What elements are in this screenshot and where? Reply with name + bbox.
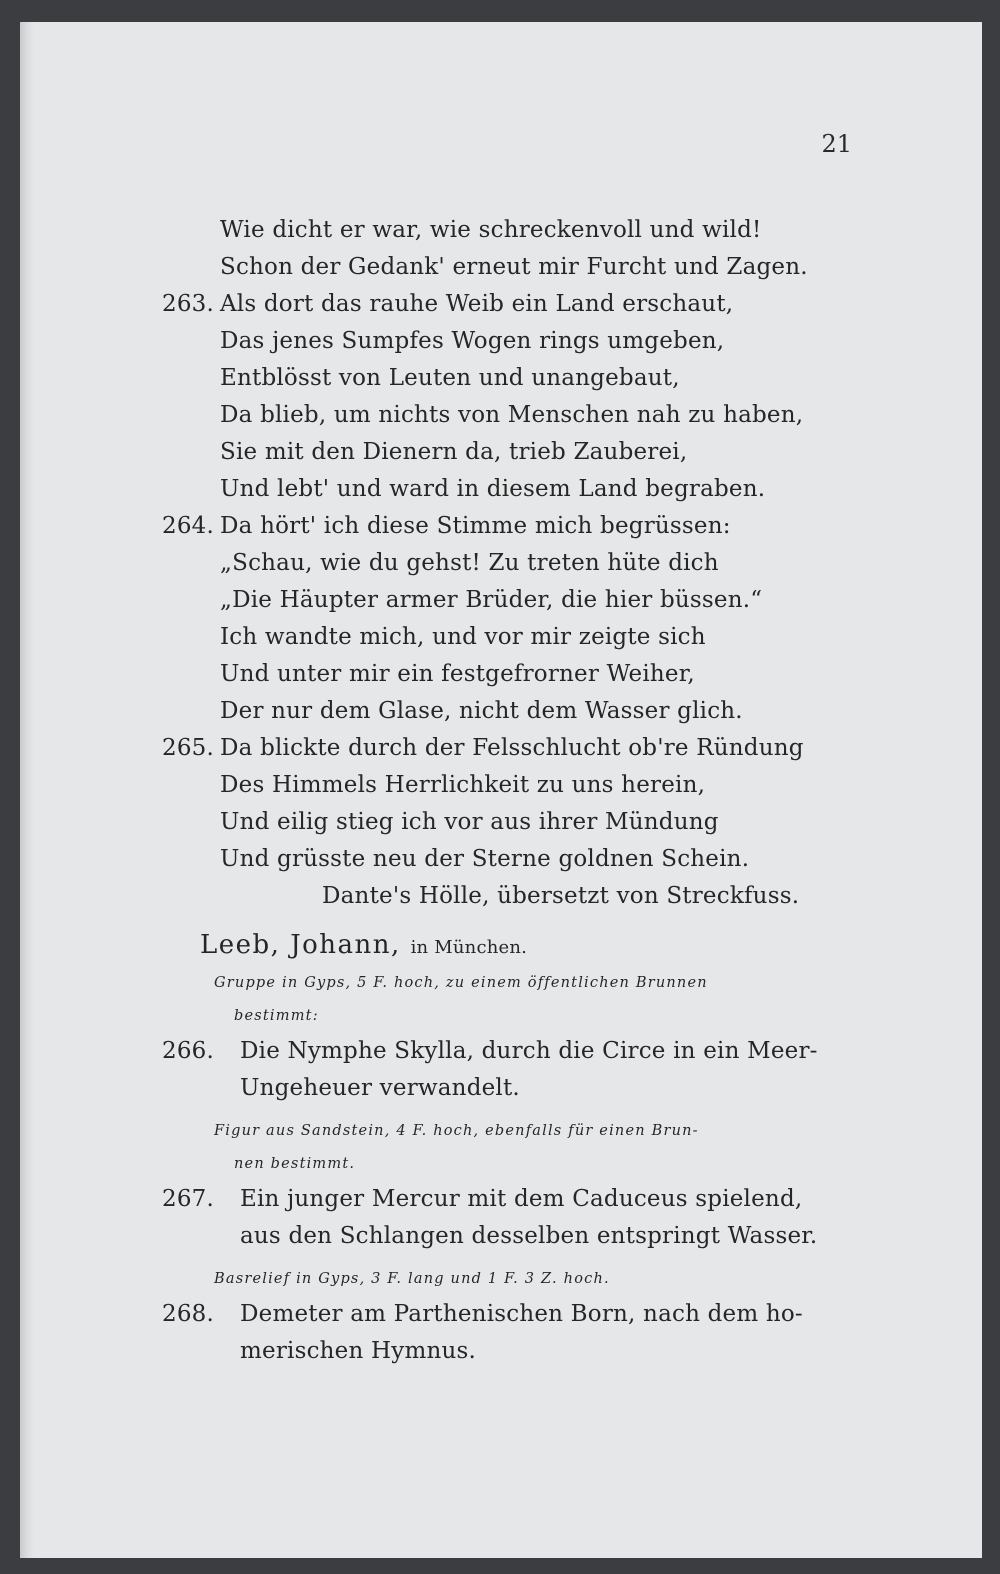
poem-credit-text: Dante's Hölle, übersetzt von Streckfuss. <box>322 883 800 909</box>
poem-line-text: Schon der Gedank' erneut mir Furcht und Zagen. <box>220 254 808 280</box>
poem-line <box>162 767 862 804</box>
entry-line <box>162 1181 862 1218</box>
poem-line-text: Als dort das rauhe Weib ein Land erschaut, <box>220 291 734 317</box>
poem-line <box>162 471 862 508</box>
entry-line-text: Demeter am Parthenischen Born, nach dem ho- <box>240 1301 803 1327</box>
poem-line <box>162 508 862 545</box>
entry-note-text: Basrelief in Gyps, 3 F. lang und 1 F. 3 Z. hoch. <box>214 1271 610 1287</box>
entry-number: 268. <box>162 1301 215 1327</box>
poem-line-text: Da blickte durch der Felsschlucht ob're Ründung <box>220 735 804 761</box>
entry-line-text: Ungeheuer verwandelt. <box>240 1075 520 1101</box>
verse-number: 263. <box>162 291 215 317</box>
entry-note <box>162 967 862 1000</box>
entry-spacing <box>162 1255 862 1263</box>
entry-note <box>162 1115 862 1148</box>
artist-location: in München. <box>410 937 528 958</box>
poem-line-text: Das jenes Sumpfes Wogen rings umgeben, <box>220 328 725 354</box>
poem-line-text: Da blieb, um nichts von Menschen nah zu haben, <box>220 402 804 428</box>
poem-line <box>162 434 862 471</box>
entry-note-text: bestimmt: <box>234 1008 319 1024</box>
poem-line-text: Wie dicht er war, wie schreckenvoll und wild! <box>220 217 762 243</box>
poem-line <box>162 323 862 360</box>
poem-line <box>162 730 862 767</box>
poem-line-text: Sie mit den Dienern da, trieb Zauberei, <box>220 439 688 465</box>
poem-line <box>162 656 862 693</box>
text-block <box>162 212 862 1378</box>
entry-line <box>162 1296 862 1333</box>
entry-line <box>162 1070 862 1107</box>
book-page <box>20 22 982 1558</box>
poem-line <box>162 693 862 730</box>
entry-line-text: Ein junger Mercur mit dem Caduceus spielend, <box>240 1186 803 1212</box>
poem-line-text: „Schau, wie du gehst! Zu treten hüte dich <box>220 550 719 576</box>
entry-spacing <box>162 1370 862 1378</box>
poem-line <box>162 397 862 434</box>
catalogue-entries <box>162 967 862 1378</box>
poem-line <box>162 804 862 841</box>
entry-note <box>162 1263 862 1296</box>
poem-line-text: Da hört' ich diese Stimme mich begrüssen: <box>220 513 731 539</box>
poem-line-text: Und unter mir ein festgefrorner Weiher, <box>220 661 695 687</box>
poem-line-text: Und eilig stieg ich vor aus ihrer Mündung <box>220 809 719 835</box>
entry-note-text: Figur aus Sandstein, 4 F. hoch, ebenfalls für einen Brun- <box>214 1123 699 1139</box>
verse-number: 265. <box>162 735 215 761</box>
catalogue-entry <box>162 1115 862 1263</box>
catalogue-entry <box>162 967 862 1115</box>
poem-line-text: Des Himmels Herrlichkeit zu uns herein, <box>220 772 706 798</box>
entry-note <box>162 1148 862 1181</box>
entry-note-text: Gruppe in Gyps, 5 F. hoch, zu einem öffentlichen Brunnen <box>214 975 708 991</box>
poem-line <box>162 841 862 878</box>
poem-line <box>162 582 862 619</box>
poem-line-text: Der nur dem Glase, nicht dem Wasser glich. <box>220 698 743 724</box>
poem-line <box>162 286 862 323</box>
poem-line <box>162 360 862 397</box>
poem-line <box>162 619 862 656</box>
entry-line <box>162 1333 862 1370</box>
poem-line-text: Entblösst von Leuten und unangebaut, <box>220 365 680 391</box>
entry-line <box>162 1218 862 1255</box>
entry-number: 266. <box>162 1038 215 1064</box>
entry-line-text: Die Nymphe Skylla, durch die Circe in ein Meer- <box>240 1038 818 1064</box>
entry-line-text: merischen Hymnus. <box>240 1338 477 1364</box>
entry-line <box>162 1033 862 1070</box>
page-spine-shadow <box>20 22 34 1558</box>
page-number: 21 <box>821 130 852 158</box>
entry-spacing <box>162 1107 862 1115</box>
catalogue-entry <box>162 1263 862 1378</box>
entry-note <box>162 1000 862 1033</box>
poem-line <box>162 249 862 286</box>
entry-number: 267. <box>162 1186 215 1212</box>
poem-line-text: Und lebt' und ward in diesem Land begraben. <box>220 476 766 502</box>
poem-credit <box>162 878 862 915</box>
poem-line-text: Ich wandte mich, und vor mir zeigte sich <box>220 624 706 650</box>
poem-line-text: Und grüsste neu der Sterne goldnen Schein. <box>220 846 750 872</box>
poem-lines <box>162 212 862 878</box>
artist-name: Leeb, Johann, <box>200 930 401 960</box>
poem-line <box>162 212 862 249</box>
entry-note-text: nen bestimmt. <box>234 1156 356 1172</box>
artist-heading <box>162 915 862 967</box>
verse-number: 264. <box>162 513 215 539</box>
entry-line-text: aus den Schlangen desselben entspringt Wasser. <box>240 1223 818 1249</box>
poem-line <box>162 545 862 582</box>
poem-line-text: „Die Häupter armer Brüder, die hier büssen.“ <box>220 587 763 613</box>
